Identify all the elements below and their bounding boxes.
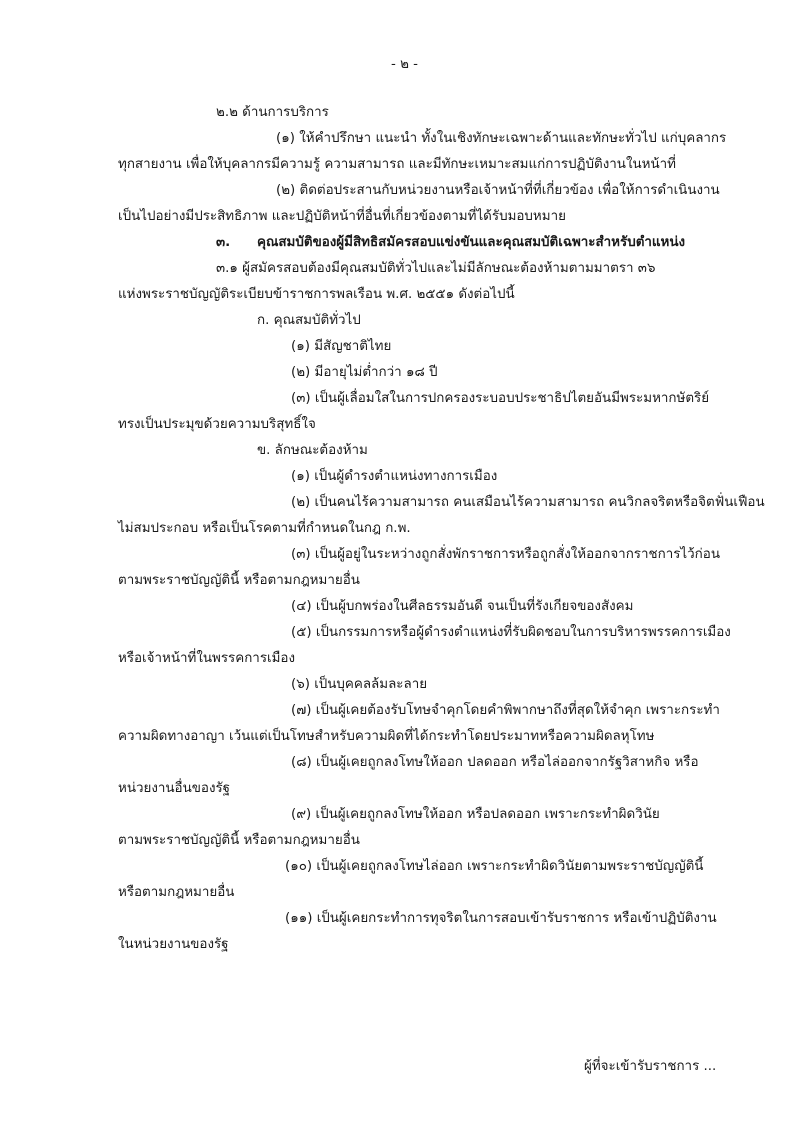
prohibited-item-continuation: ความผิดทางอาญา เว้นแต่เป็นโทษสำหรับความผิดที่ได้กระทำโดยประมาทหรือความผิดลหุโทษ: [118, 729, 655, 744]
prohibited-item: (๑๑) เป็นผู้เคยกระทำการทุจริตในการสอบเข้ารับราชการ หรือเข้าปฏิบัติงาน: [285, 911, 717, 926]
section-2-2-item2-line2: เป็นไปอย่างมีประสิทธิภาพ และปฏิบัติหน้าที่อื่นที่เกี่ยวข้องตามที่ได้รับมอบหมาย: [118, 209, 566, 224]
prohibited-item: (๔) เป็นผู้บกพร่องในศีลธรรมอันดี จนเป็นที่รังเกียจของสังคม: [291, 599, 634, 614]
prohibited-item-continuation: หน่วยงานอื่นของรัฐ: [118, 781, 231, 796]
section-3-intro-line2: แห่งพระราชบัญญัติระเบียบข้าราชการพลเรือน พ.ศ. ๒๕๕๑ ดังต่อไปนี้: [118, 287, 515, 302]
prohibited-item-continuation: ในหน่วยงานของรัฐ: [118, 937, 229, 952]
section-2-2-item2-line1: (๒) ติดต่อประสานกับหน่วยงานหรือเจ้าหน้าที่ที่เกี่ยวข้อง เพื่อให้การดำเนินงาน: [276, 183, 720, 198]
general-item-continuation: ทรงเป็นประมุขด้วยความบริสุทธิ์ใจ: [118, 417, 316, 432]
section-3-intro-line1: ๓.๑ ผู้สมัครสอบต้องมีคุณสมบัติทั่วไปและไม่มีลักษณะต้องห้ามตามมาตรา ๓๖: [216, 261, 656, 276]
prohibited-item: (๒) เป็นคนไร้ความสามารถ คนเสมือนไร้ความสามารถ คนวิกลจริตหรือจิตฟั่นเฟือน: [291, 495, 765, 510]
prohibited-item: (๙) เป็นผู้เคยถูกลงโทษให้ออก หรือปลดออก เพราะกระทำผิดวินัย: [291, 807, 660, 822]
prohibited-item: (๑๐) เป็นผู้เคยถูกลงโทษไล่ออก เพราะกระทำผิดวินัยตามพระราชบัญญัตินี้: [285, 859, 704, 874]
general-item: (๓) เป็นผู้เลื่อมใสในการปกครองระบอบประชาธิปไตยอันมีพระมหากษัตริย์: [291, 391, 710, 406]
prohibited-item: (๓) เป็นผู้อยู่ในระหว่างถูกสั่งพักราชการหรือถูกสั่งให้ออกจากราชการไว้ก่อน: [291, 547, 720, 562]
section-2-2-item1-line1: (๑) ให้คำปรึกษา แนะนำ ทั้งในเชิงทักษะเฉพาะด้านและทักษะทั่วไป แก่บุคลากร: [276, 131, 727, 146]
general-qualifications-heading: ก. คุณสมบัติทั่วไป: [257, 313, 361, 328]
prohibited-item-continuation: ตามพระราชบัญญัตินี้ หรือตามกฎหมายอื่น: [118, 833, 360, 848]
section-2-2-heading: ๒.๒ ด้านการบริการ: [216, 105, 329, 120]
prohibited-item: (๗) เป็นผู้เคยต้องรับโทษจำคุกโดยคำพิพากษาถึงที่สุดให้จำคุก เพราะกระทำ: [291, 703, 720, 718]
prohibited-item: (๑) เป็นผู้ดำรงตำแหน่งทางการเมือง: [291, 469, 498, 484]
continuation-catchword: ผู้ที่จะเข้ารับราชการ ...: [584, 1059, 717, 1074]
prohibited-item: (๖) เป็นบุคคลล้มละลาย: [291, 677, 428, 692]
prohibited-item: (๕) เป็นกรรมการหรือผู้ดำรงตำแหน่งที่รับผิดชอบในการบริหารพรรคการเมือง: [291, 625, 731, 640]
prohibited-item-continuation: ไม่สมประกอบ หรือเป็นโรคตามที่กำหนดในกฎ ก.พ.: [118, 521, 411, 536]
section-2-2-item1-line2: ทุกสายงาน เพื่อให้บุคลากรมีความรู้ ความสามารถ และมีทักษะเหมาะสมแก่การปฏิบัติงานในหน้าที่: [118, 157, 676, 172]
prohibited-item-continuation: ตามพระราชบัญญัตินี้ หรือตามกฎหมายอื่น: [118, 573, 360, 588]
page-number: - ๒ -: [391, 57, 419, 72]
general-item: (๒) มีอายุไม่ต่ำกว่า ๑๘ ปี: [291, 365, 438, 380]
prohibited-characteristics-heading: ข. ลักษณะต้องห้าม: [257, 443, 368, 458]
general-item: (๑) มีสัญชาติไทย: [291, 339, 392, 354]
prohibited-item: (๘) เป็นผู้เคยถูกลงโทษให้ออก ปลดออก หรือไล่ออกจากรัฐวิสาหกิจ หรือ: [291, 755, 699, 770]
prohibited-item-continuation: หรือตามกฎหมายอื่น: [118, 885, 235, 900]
section-3-heading: คุณสมบัติของผู้มีสิทธิสมัครสอบแข่งขันและคุณสมบัติเฉพาะสำหรับตำแหน่ง: [257, 235, 686, 250]
section-3-number: ๓.: [216, 235, 231, 250]
prohibited-item-continuation: หรือเจ้าหน้าที่ในพรรคการเมือง: [118, 651, 295, 666]
